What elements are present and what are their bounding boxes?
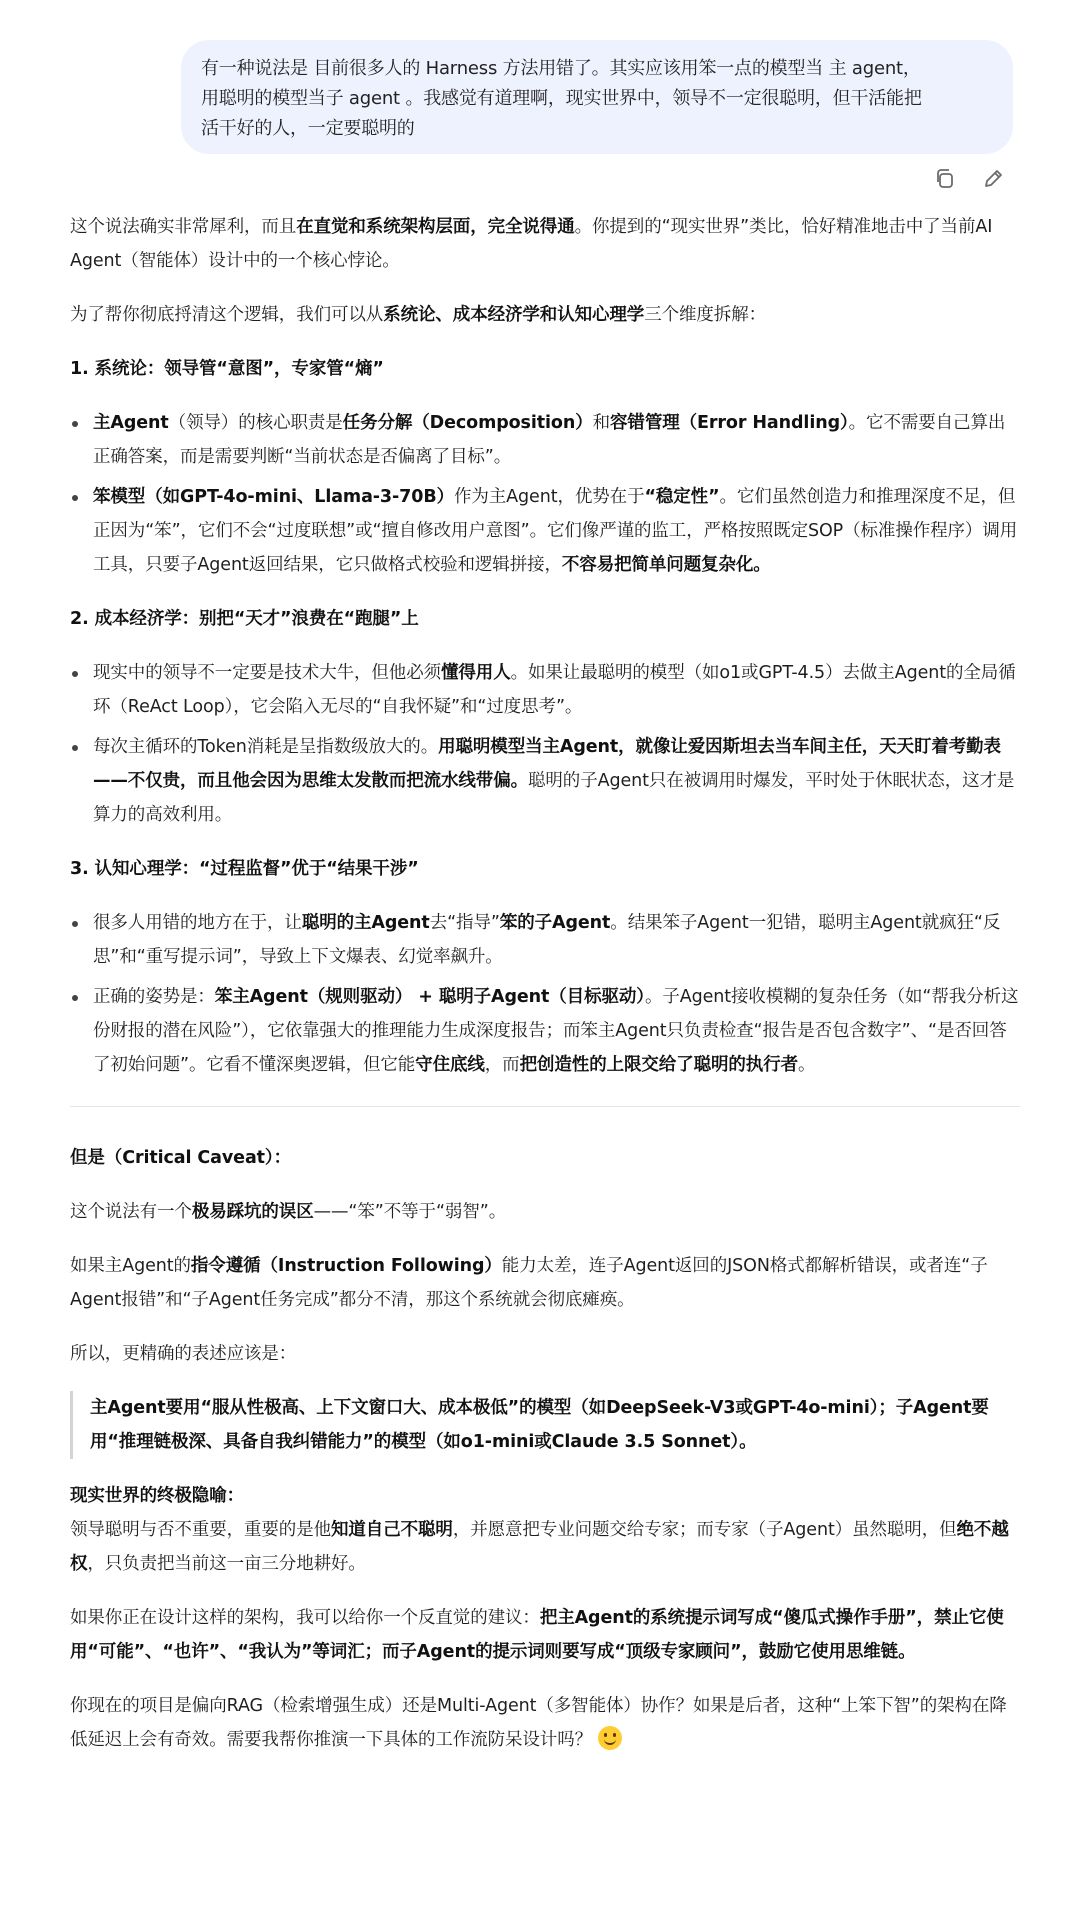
section-heading: 1. 系统论：领导管“意图”，专家管“熵”	[70, 359, 384, 379]
text: 如果你正在设计这样的架构，我可以给你一个反直觉的建议：	[70, 1608, 540, 1628]
text: ，只负责把当前这一亩三分地耕好。	[87, 1554, 366, 1574]
section-heading: 2. 成本经济学：别把“天才”浪费在“跑腿”上	[70, 609, 419, 629]
metaphor-heading: 现实世界的终极隐喻：	[70, 1486, 244, 1506]
paragraph	[70, 1513, 1020, 1581]
paragraph	[70, 1195, 1020, 1229]
blockquote	[70, 1391, 1020, 1459]
paragraph	[70, 1249, 1020, 1317]
bold-text: 系统论、成本经济学和认知心理学	[383, 305, 645, 325]
bullet-list	[70, 406, 1020, 582]
list-item	[70, 980, 1020, 1082]
text: ——“笨”不等于“弱智”。	[313, 1202, 507, 1222]
bold-text: 用聪明模型当主Agent，就像让爱因斯坦去当车间主任，天天盯着考勤表——不仅贵，而且他会因为思维太发散而把流水线带偏。	[93, 737, 1001, 791]
bold-text: 笨的子Agent	[499, 913, 611, 933]
text: （领导）的核心职责是	[168, 413, 343, 433]
text: 作为主Agent，优势在于	[453, 487, 645, 507]
text: 。它不需要自己算出正确答案，而是需要判断“当前状态是否偏离了目标”。	[93, 413, 1006, 467]
paragraph	[70, 1601, 1020, 1669]
text: 。	[798, 1055, 816, 1075]
section-heading: 3. 认知心理学：“过程监督”优于“结果干涉”	[70, 859, 419, 879]
text: 为了帮你彻底捋清这个逻辑，我们可以从	[70, 305, 384, 325]
list-item	[70, 480, 1020, 582]
bold-text: 指令遵循（Instruction Following）	[190, 1256, 502, 1276]
text: 现实中的领导不一定要是技术大牛，但他必须	[93, 663, 441, 683]
assistant-answer	[70, 210, 1020, 1777]
bold-text: 不容易把简单问题复杂化。	[561, 555, 771, 575]
text: 你现在的项目是偏向RAG（检索增强生成）还是Multi-Agent（多智能体）协作？如果是后者，这种“上笨下智”的架构在降低延迟上会有奇效。需要我帮你推演一下具体的工作流防呆设计吗？	[70, 1696, 1007, 1750]
text: 这个说法有一个	[70, 1202, 192, 1222]
text: 这个说法确实非常犀利，而且	[70, 217, 297, 237]
quote-text: 主Agent要用“服从性极高、上下文窗口大、成本极低”的模型（如DeepSeek-V3或GPT-4o-mini）；子Agent要用“推理链极深、具备自我纠错能力”的模型（如o1-mini或Claude 3.5 Sonnet）。	[90, 1398, 989, 1452]
list-item	[70, 406, 1020, 474]
text: 领导聪明与否不重要，重要的是他	[70, 1520, 331, 1540]
bold-text: 绝不越权	[70, 1520, 1009, 1574]
bold-text: 容错管理（Error Handling）	[610, 413, 849, 433]
bold-text: 笨主Agent（规则驱动） + 聪明子Agent（目标驱动）	[214, 987, 645, 1007]
text: 。你提到的“现实世界”类比，恰好精准地击中了当前AI Agent（智能体）设计中的一个核心悖论。	[70, 217, 993, 271]
bold-text: 笨模型（如GPT-4o-mini、Llama-3-70B）	[93, 487, 454, 507]
bold-text: 把主Agent的系统提示词写成“傻瓜式操作手册”，禁止它使用“可能”、“也许”、“我认为”等词汇；而子Agent的提示词则要写成“顶级专家顾问”，鼓励它使用思维链。	[70, 1608, 1004, 1662]
bold-text: 聪明的主Agent	[301, 913, 430, 933]
list-item	[70, 730, 1020, 832]
copy-icon[interactable]	[932, 166, 958, 192]
paragraph: 所以，更精确的表述应该是：	[70, 1344, 297, 1364]
text: 聪明的子Agent只在被调用时爆发，平时处于休眠状态，这才是算力的高效利用。	[93, 771, 1015, 825]
text: 很多人用错的地方在于，让	[93, 913, 302, 933]
text: 去“指导”	[429, 913, 500, 933]
bold-text: 知道自己不聪明	[331, 1520, 453, 1540]
intro-paragraph	[70, 210, 1020, 278]
bold-text: 极易踩坑的误区	[191, 1202, 314, 1222]
text: 每次主循环的Token消耗是呈指数级放大的。	[93, 737, 439, 757]
user-message-bubble	[181, 40, 1013, 154]
bold-text: 主Agent	[93, 413, 169, 433]
text: 三个维度拆解：	[644, 305, 767, 325]
divider	[70, 1106, 1020, 1107]
pencil-icon[interactable]	[980, 166, 1006, 192]
user-message-line: 用聪明的模型当子 agent 。我感觉有道理啊，现实世界中，领导不一定很聪明，但干活能把	[201, 88, 922, 109]
text: 。子Agent接收模糊的复杂任务（如“帮我分析这份财报的潜在风险”），它依靠强大的推理能力生成深度报告；而笨主Agent只负责检查“报告是否包含数字”、“是否回答了初始问题”。它看不懂深奥逻辑，但它能	[93, 987, 1019, 1075]
text: 和	[592, 413, 611, 433]
smile-emoji-icon	[598, 1726, 622, 1750]
text: 。如果让最聪明的模型（如o1或GPT-4.5）去做主Agent的全局循环（ReAct Loop），它会陷入无尽的“自我怀疑”和“过度思考”。	[93, 663, 1016, 717]
follow-up-question	[70, 1689, 1020, 1757]
bold-text: 在直觉和系统架构层面，完全说得通	[296, 217, 575, 237]
message-actions	[930, 166, 1010, 192]
text: ，而	[484, 1055, 520, 1075]
text: 能力太差，连子Agent返回的JSON格式都解析错误，或者连“子Agent报错”和“子Agent任务完成”都分不清，那这个系统就会彻底瘫痪。	[70, 1256, 988, 1310]
text: 。它们虽然创造力和推理深度不足，但正因为“笨”，它们不会“过度联想”或“擅自修改用户意图”。它们像严谨的监工，严格按照既定SOP（标准操作程序）调用工具，只要子Agent返回结果，它只做格式校验和逻辑拼接，	[93, 487, 1018, 575]
text: 。结果笨子Agent一犯错，聪明主Agent就疯狂“反思”和“重写提示词”，导致上下文爆表、幻觉率飙升。	[93, 913, 1001, 967]
list-item	[70, 656, 1020, 724]
bold-text: 懂得用人	[441, 663, 511, 683]
bold-text: 任务分解（Decomposition）	[342, 413, 593, 433]
intro-paragraph	[70, 298, 1020, 332]
bold-text: 把创造性的上限交给了聪明的执行者	[519, 1055, 798, 1075]
bold-text: 守住底线	[415, 1055, 485, 1075]
bullet-list	[70, 656, 1020, 832]
bullet-list	[70, 906, 1020, 1082]
list-item	[70, 906, 1020, 974]
text: ，并愿意把专业问题交给专家；而专家（子Agent）虽然聪明，但	[452, 1520, 957, 1540]
text: 如果主Agent的	[70, 1256, 191, 1276]
text: 正确的姿势是：	[93, 987, 215, 1007]
caveat-heading: 但是（Critical Caveat）：	[70, 1148, 291, 1168]
user-message-line: 有一种说法是 目前很多人的 Harness 方法用错了。其实应该用笨一点的模型当 主 agent，	[201, 58, 921, 79]
bold-text: “稳定性”	[644, 487, 720, 507]
user-message-line: 活干好的人，一定要聪明的	[201, 118, 415, 139]
